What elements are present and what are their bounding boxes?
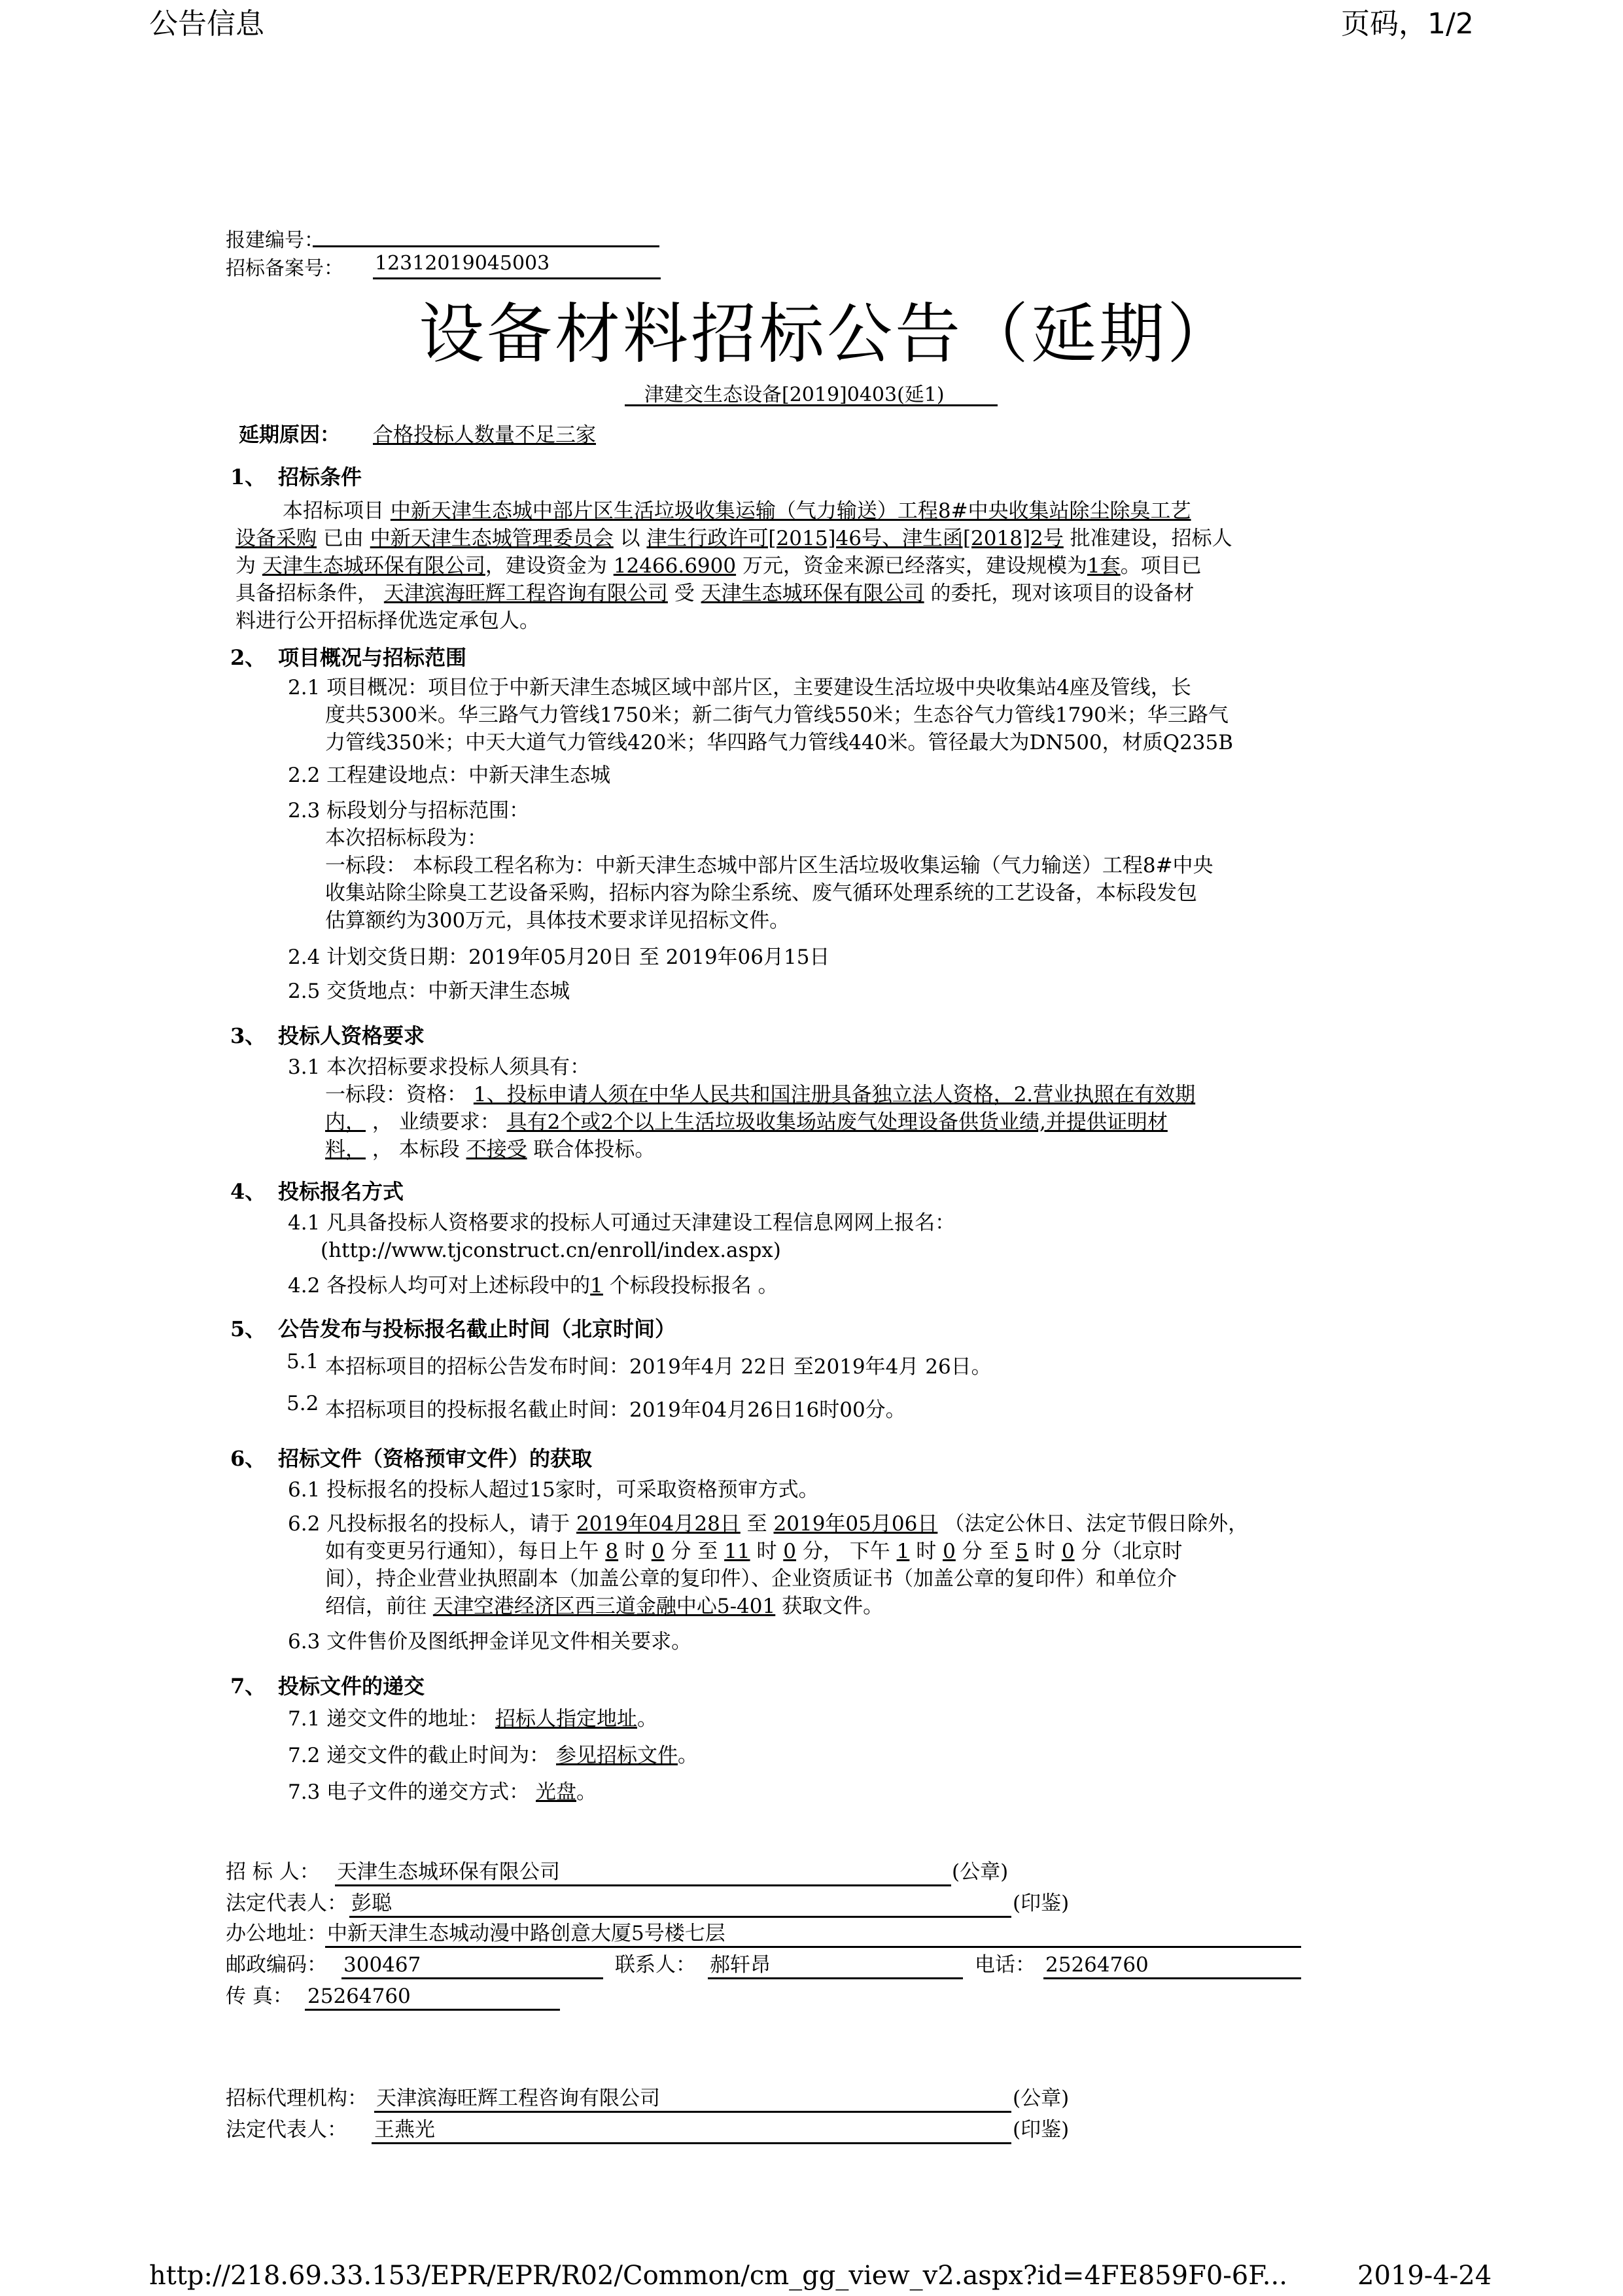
tenderer-name-line [335,1884,951,1886]
s2-p1c: 力管线350米；中天大道气力管线420米；华四路气力管线440米。管径最大为DN500，材质Q235B [325,731,1234,754]
page-header-left: 公告信息 [149,7,264,41]
tenderer-fax-line [305,2009,560,2011]
bj-value-line [313,245,659,247]
tenderer-rep-line [349,1916,1011,1918]
s3-p1: 3.1 本次招标要求投标人须具有： [288,1055,591,1079]
s7-p2: 7.2 递交文件的截止时间为： 参见招标文件。 [288,1744,699,1767]
s2-p3a: 本次招标标段为： [325,826,487,850]
s6-p2-line4: 绍信，前往 天津空港经济区西三道金融中心5-401 获取文件。 [325,1595,884,1618]
s6-p2-line1: 6.2 凡投标报名的投标人，请于 2019年04月28日 至 2019年05月06日 （法定公休日、法定节假日除外， [288,1512,1249,1536]
s2-p1a: 2.1 项目概况：项目位于中新天津生态城区域中部片区，主要建设生活垃圾中央收集站4座及管线，长 [288,676,1191,699]
s3-q2: 内， ， 业绩要求： 具有2个或2个以上生活垃圾收集场站废气处理设备供货业绩,并提供证明材 [325,1110,1168,1134]
s1-line3: 为 天津生态城环保有限公司，建设资金为 12466.6900 万元，资金来源已经落实，建设规模为1套。项目已 [236,554,1202,578]
s2-p5: 2.5 交货地点：中新天津生态城 [288,980,570,1003]
agency-rep-line [372,2142,1011,2144]
s5-n2: 5.2 [287,1392,319,1415]
s7-p1: 7.1 递交文件的地址： 招标人指定地址。 [288,1707,658,1731]
s4-title: 投标报名方式 [278,1179,404,1204]
doc-number: 津建交生态设备[2019]0403(延1) [644,383,945,406]
delay-value: 合格投标人数量不足三家 [373,423,596,447]
tenderer-tel-line [1043,1977,1301,1979]
s4-p2: 4.2 各投标人均可对上述标段中的1 个标段投标报名 。 [288,1274,778,1298]
tenderer-tel-label: 电话： [975,1953,1036,1977]
page-header-right: 页码，1/2 [1341,7,1474,41]
s5-n1: 5.1 [287,1350,319,1373]
tenderer-addr: 中新天津生态城动漫中路创意大厦5号楼七层 [327,1922,725,1945]
tenderer-contact-label: 联系人： [615,1953,696,1977]
s6-p2-line2: 如有变更另行通知），每日上午 8 时 0 分 至 11 时 0 分， 下午 1 时 0 分 至 5 时 0 分（北京时 [325,1540,1183,1563]
agency-name-label: 招标代理机构： [226,2087,368,2110]
s2-title: 项目概况与招标范围 [278,645,467,670]
s1-line5: 料进行公开招标择优选定承包人。 [236,609,540,633]
s6-title: 招标文件（资格预审文件）的获取 [278,1446,593,1471]
tenderer-fax-label: 传 真： [226,1985,293,2008]
tenderer-addr-line [325,1946,1301,1948]
s1-title: 招标条件 [278,465,362,489]
s5-p2: 本招标项目的投标报名截止时间：2019年04月26日16时00分。 [325,1398,906,1422]
s2-p3d: 估算额约为300万元，具体技术要求详见招标文件。 [325,909,790,932]
s6-p1: 6.1 投标报名的投标人超过15家时，可采取资格预审方式。 [288,1478,819,1502]
agency-name-line [374,2111,1011,2113]
tenderer-rep-label: 法定代表人： [226,1892,347,1915]
s6-p2-line3: 间），持企业营业执照副本（加盖公章的复印件）、企业资质证书（加盖公章的复印件）和单位介 [325,1567,1177,1591]
tenderer-seal: (公章) [952,1860,1009,1884]
doc-number-line [625,404,998,406]
s7-p3: 7.3 电子文件的递交方式： 光盘。 [288,1780,597,1804]
s2-num: 2、 [230,645,266,670]
s2-p4: 2.4 计划交货日期：2019年05月20日 至 2019年06月15日 [288,945,830,969]
tenderer-name-label: 招 标 人： [226,1860,320,1884]
footer-date: 2019-4-24 [1357,2261,1492,2291]
s2-p3: 2.3 标段划分与招标范围： [288,799,530,822]
agency-rep: 王燕光 [374,2118,435,2142]
s4-num: 4、 [230,1179,266,1204]
tenderer-contact-line [708,1977,963,1979]
page-title: 设备材料招标公告（延期） [419,296,1235,372]
s1-line2: 设备采购 已由 中新天津生态城管理委员会 以 津生行政许可[2015]46号、津生函[2018]2号 批准建设，招标人 [236,527,1232,550]
s5-num: 5、 [230,1316,266,1341]
s5-p1: 本招标项目的招标公告发布时间：2019年4月 22日 至2019年4月 26日。 [325,1355,992,1379]
s1-num: 1、 [230,465,266,489]
s3-q3: 料， ， 本标段 不接受 联合体投标。 [325,1138,655,1161]
zb-value: 12312019045003 [375,252,550,275]
agency-name: 天津滨海旺辉工程咨询有限公司 [376,2087,660,2110]
bj-label: 报建编号： [226,229,324,252]
tenderer-fax: 25264760 [307,1985,411,2008]
delay-label: 延期原因： [239,423,340,447]
s4-p1: 4.1 凡具备投标人资格要求的投标人可通过天津建设工程信息网网上报名： [288,1211,956,1235]
s6-p3: 6.3 文件售价及图纸押金详见文件相关要求。 [288,1630,692,1653]
zb-value-line [373,277,661,279]
s5-title: 公告发布与投标报名截止时间（北京时间） [278,1316,676,1341]
s2-p3c: 收集站除尘除臭工艺设备采购，招标内容为除尘系统、废气循环处理系统的工艺设备，本标段发包 [325,881,1197,905]
s3-title: 投标人资格要求 [278,1023,425,1048]
s6-num: 6、 [230,1446,266,1471]
footer-url[interactable]: http://218.69.33.153/EPR/EPR/R02/Common/cm_gg_view_v2.aspx?id=4FE859F0-6F... [149,2261,1287,2291]
tenderer-tel: 25264760 [1045,1953,1149,1977]
agency-rep-label: 法定代表人： [226,2118,347,2142]
s7-num: 7、 [230,1674,266,1699]
tenderer-contact: 郝轩昂 [710,1953,771,1977]
s4-url[interactable]: (http://www.tjconstruct.cn/enroll/index.aspx) [321,1239,781,1262]
s1-line1: 本招标项目 中新天津生态城中部片区生活垃圾收集运输（气力输送）工程8#中央收集站除尘除臭工艺 [283,499,1191,523]
zb-label: 招标备案号： [226,257,343,280]
s3-q1: 一标段：资格： 1、投标申请人须在中华人民共和国注册具备独立法人资格，2.营业执照在有效期 [325,1083,1196,1106]
s2-p1b: 度共5300米。华三路气力管线1750米；新二街气力管线550米；生态谷气力管线1790米；华三路气 [325,703,1229,727]
s2-p2: 2.2 工程建设地点：中新天津生态城 [288,764,611,787]
s2-p3b: 一标段： 本标段工程名称为：中新天津生态城中部片区生活垃圾收集运输（气力输送）工程8#中央 [325,854,1213,877]
tenderer-rep-seal: (印鉴) [1013,1892,1070,1915]
tenderer-name: 天津生态城环保有限公司 [337,1860,560,1884]
tenderer-post-line [341,1977,603,1979]
s1-line4: 具备招标条件， 天津滨海旺辉工程咨询有限公司 受 天津生态城环保有限公司 的委托，现对该项目的设备材 [236,582,1195,605]
tenderer-rep: 彭聪 [351,1892,392,1915]
agency-rep-seal: (印鉴) [1013,2118,1070,2142]
tenderer-post-label: 邮政编码： [226,1953,327,1977]
tenderer-post: 300467 [343,1953,421,1977]
agency-seal: (公章) [1013,2087,1070,2110]
s3-num: 3、 [230,1023,266,1048]
tenderer-addr-label: 办公地址： [226,1922,327,1945]
s7-title: 投标文件的递交 [278,1674,425,1699]
